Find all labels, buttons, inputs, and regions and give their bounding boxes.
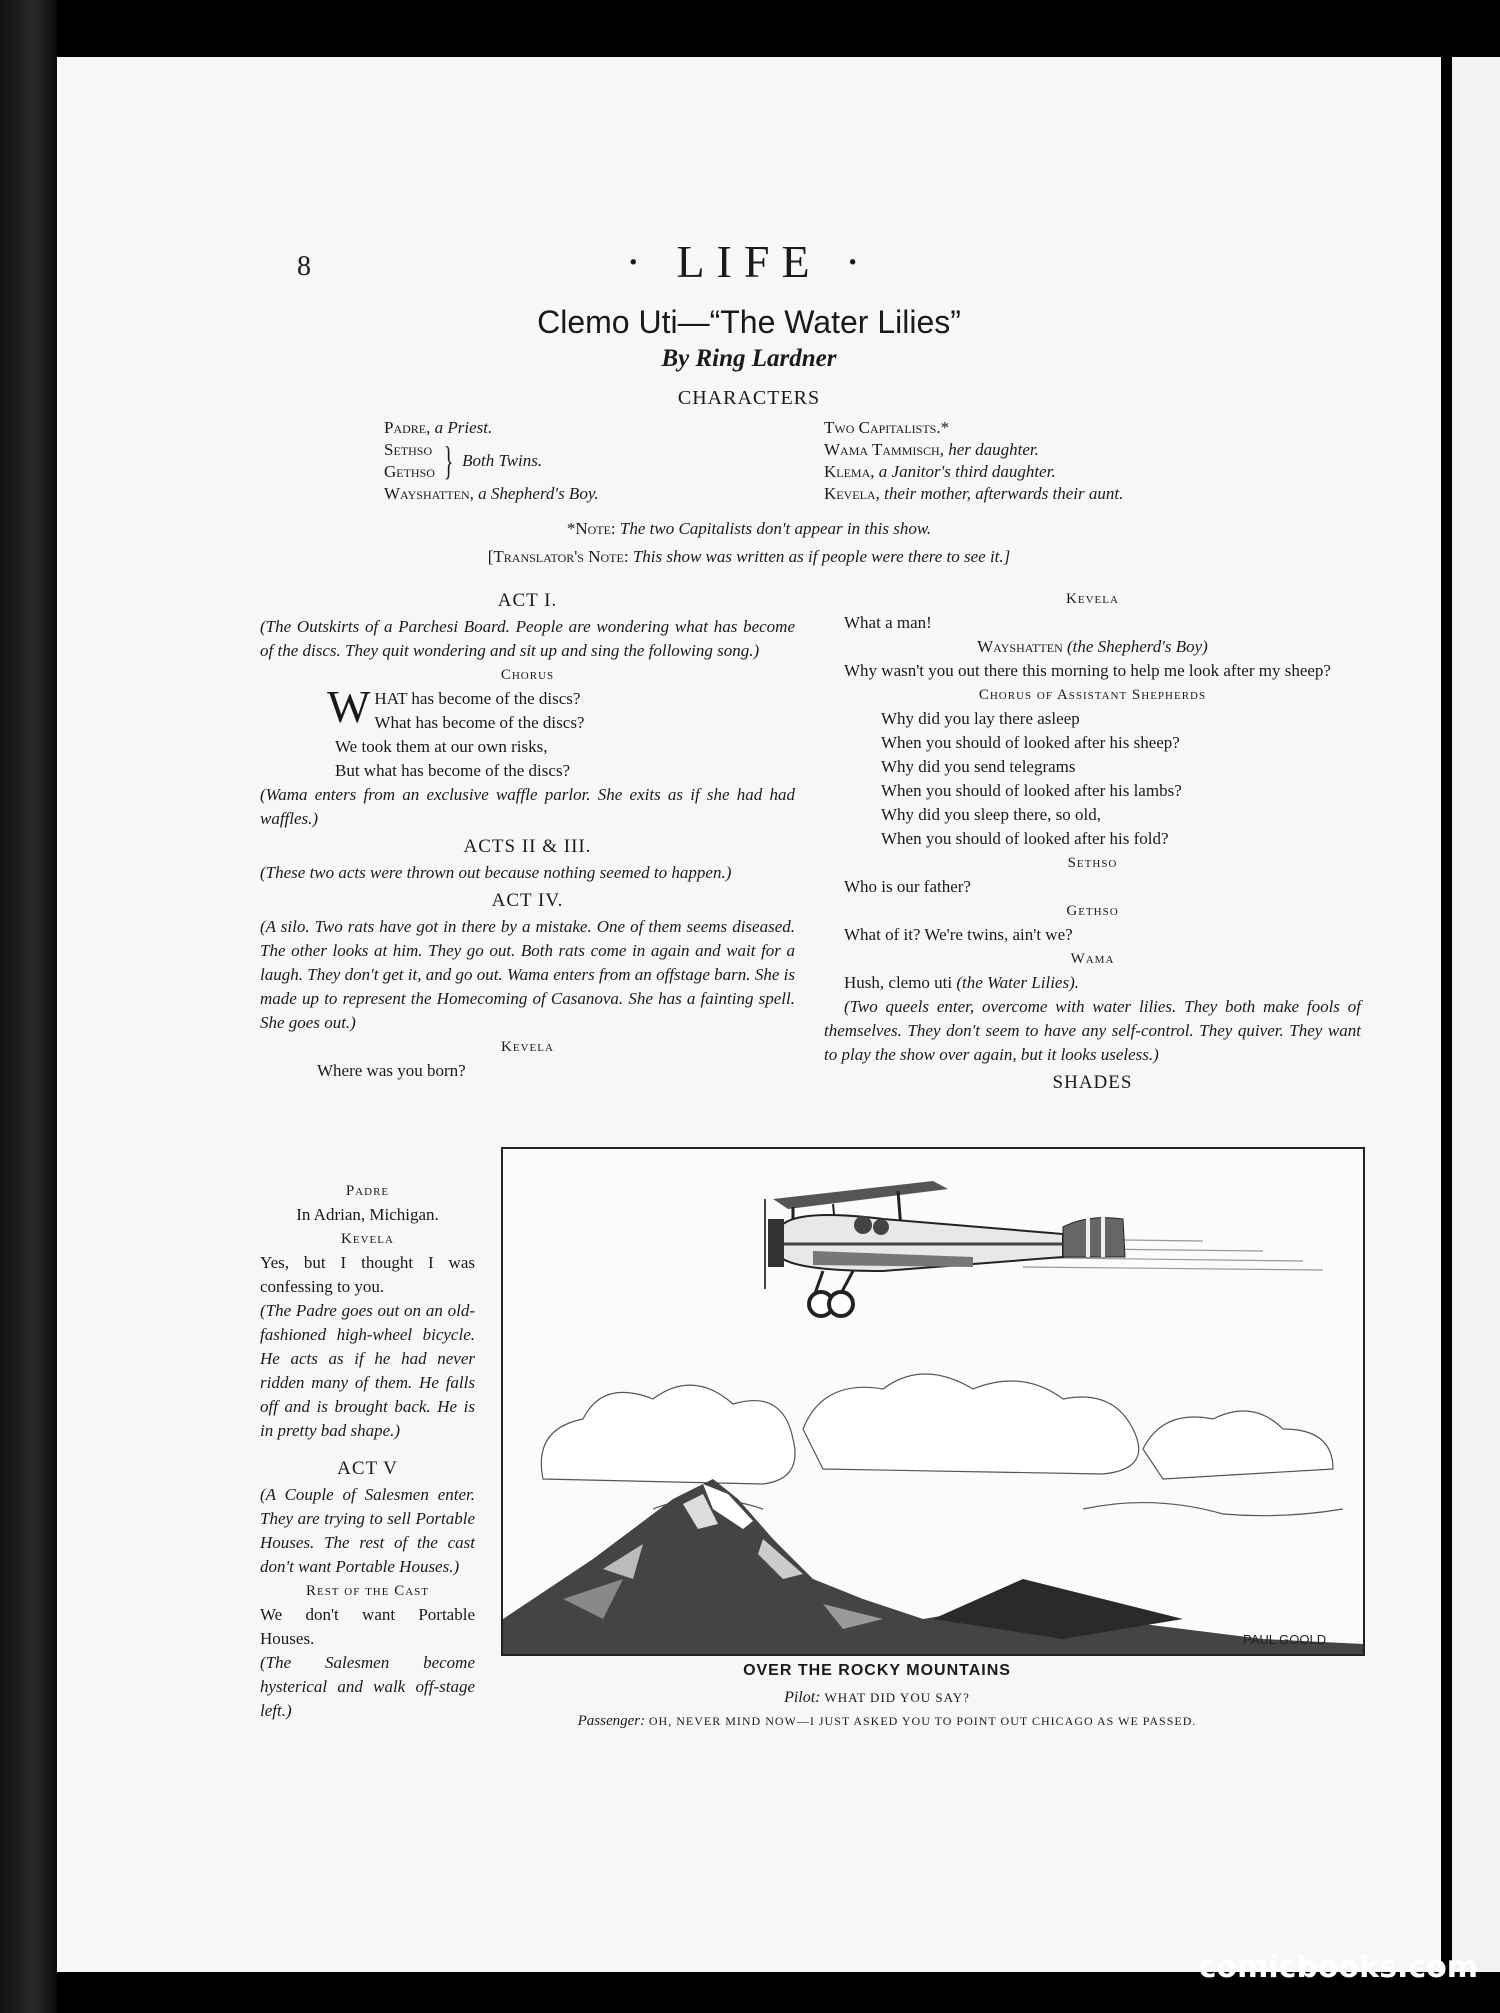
cast-name: Kevela, [824,484,880,503]
cast-name: Gethso [384,462,435,481]
cartoon-passenger-line [447,1713,1327,1730]
dialogue: Yes, but I thought I was confessing to you. [260,1253,475,1296]
dialogue-text: Hush, clemo uti [844,973,953,992]
cast-wama [824,439,1304,461]
scan-border-left [0,0,57,2013]
stage-direction: (The Padre goes out on an old-fashioned high-wheel bicycle. He acts as if he had never ridden many of them. He falls off and is brought back. He is in pretty bad shape.) [260,1301,475,1440]
verse-line: When you should of looked after his lambs? [881,781,1182,800]
magazine-page [57,57,1441,1972]
note-text: The two Capitalists don't appear in this show. [619,519,932,538]
artist-signature: PAUL GOOLD [1243,1632,1327,1647]
twin-names [384,439,435,483]
cast-klema [824,461,1304,483]
speaker: Kevela [501,1039,554,1055]
cartoon-title: OVER THE ROCKY MOUNTAINS [743,1662,1011,1679]
verse-line: HAT has become of the discs? [374,689,581,708]
dialogue: What a man! [844,613,932,632]
caption-label: Passenger: [577,1713,646,1729]
note-text: This show was written as if people were there to see it.] [632,547,1011,566]
note-label: *Note: [566,519,616,538]
page-number: 8 [297,251,311,282]
cast-name: Klema, [824,462,875,481]
act-heading: ACT V [337,1458,398,1479]
biplane [765,1181,1125,1316]
act-heading: SHADES [1052,1072,1133,1093]
brace-glyph: } [443,438,454,483]
cast-desc: a Janitor's third daughter. [878,462,1056,481]
cast-desc: Both Twins. [462,451,543,470]
cast-kevela [824,483,1304,505]
cast-padre [384,417,824,439]
stage-direction: (The Outskirts of a Parchesi Board. People are wondering what has become of the discs. They quit wondering and sit up and sing the following song.) [260,617,795,660]
cast-name: Sethso [384,440,433,459]
verse-line: We took them at our own risks, [335,737,548,756]
cast-list-left [384,417,824,505]
cartoon-pilot-line [447,1689,1307,1707]
cast-desc: a Shepherd's Boy. [478,484,599,503]
dialogue: We don't want Portable Houses. [260,1605,475,1648]
cast-wayshatten [384,483,824,505]
speaker-desc: (the Shepherd's Boy) [1067,637,1208,656]
speaker: Chorus [500,667,555,683]
verse-line: But what has become of the discs? [335,761,571,780]
stage-direction: (A silo. Two rats have got in there by a mistake. One of them seems diseased. The other looks at him. They go out. Both rats come in again and wait for a laugh. They don't get it, and go out. Wama enters from an offstage barn. She is made up to represent the Homecoming of Casanova. She has a fainting spell. She goes out.) [260,917,795,1032]
act-heading: ACT IV. [491,890,564,911]
verse-line: When you should of looked after his fold? [881,829,1169,848]
article-title: Clemo Uti—“The Water Lilies” [537,304,961,340]
cast-desc: their mother, afterwards their aunt. [884,484,1124,503]
capitalists-note [57,519,1441,539]
speaker: Chorus of Assistant Shepherds [978,687,1207,703]
clouds [541,1374,1343,1516]
speaker-line [824,635,1361,659]
speaker: Wama [1070,951,1115,967]
cast-capitalists: Two Capitalists.* [824,418,950,437]
cast-name: Wama Tammisch, [824,440,944,459]
act-heading: ACTS II & III. [463,836,592,857]
caption-label: Pilot: [784,1689,821,1706]
drop-cap: W [327,681,371,732]
stage-direction: (Two queels enter, overcome with water lilies. They both make fools of themselves. They don't seem to have any self-control. They quiver. They want to play the show over again, but it looks useless.) [824,997,1361,1064]
verse-line: Why did you sleep there, so old, [881,805,1102,824]
dialogue: What of it? We're twins, ain't we? [844,925,1073,944]
characters-heading: CHARACTERS [677,387,821,409]
note-label: [Translator's Note: [487,547,629,566]
speaker: Padre [345,1183,390,1199]
cast-name: Wayshatten, [384,484,474,503]
stage-direction: (Wama enters from an exclusive waffle parlor. She exits as if she had had waffles.) [260,785,795,828]
verse-line: What has become of the discs? [374,713,585,732]
act-heading: ACT I. [497,590,558,611]
site-watermark: comicbooks.com [1198,1950,1478,1985]
column-right [824,587,1361,1097]
cast-twins [384,439,824,483]
stage-direction: (These two acts were thrown out because nothing seemed to happen.) [260,863,732,882]
speaker: Wayshatten [977,637,1063,656]
next-page-edge [1452,57,1500,1972]
illustration-drawing [503,1149,1363,1654]
verse-line: Why did you send telegrams [881,757,1076,776]
speaker: Rest of the Cast [305,1583,430,1599]
dialogue-aside: (the Water Lilies). [956,973,1080,992]
dialogue [824,971,1361,995]
stage-direction: (A Couple of Salesmen enter. They are trying to sell Portable Houses. The rest of the cast don't want Portable Houses.) [260,1485,475,1576]
speaker: Sethso [1067,855,1118,871]
column-left-narrow [260,1179,475,1723]
masthead: · LIFE · [625,236,873,287]
verse-line: Why did you lay there asleep [881,709,1080,728]
byline: By Ring Lardner [661,345,837,372]
song-verse [824,707,1361,851]
cast-desc: a Priest. [434,418,493,437]
speaker: Kevela [1066,591,1119,607]
cast-desc: her daughter. [948,440,1039,459]
mountains [503,1479,1363,1654]
stage-direction: (The Salesmen become hysterical and walk off-stage left.) [260,1653,475,1720]
speaker: Gethso [1066,903,1119,919]
speaker: Kevela [341,1231,394,1247]
illustration-biplane-mountains [501,1147,1365,1656]
caption-text: WHAT DID YOU SAY? [824,1690,970,1705]
song-verse [260,681,795,783]
caption-text: OH, NEVER MIND NOW—I JUST ASKED YOU TO POINT OUT CHICAGO AS WE PASSED. [648,1714,1197,1728]
dialogue: Why wasn't you out there this morning to help me look after my sheep? [844,661,1331,680]
dialogue: Where was you born? [317,1061,466,1080]
column-left [260,585,795,1083]
translators-note [57,547,1441,567]
cast-name: Padre, [384,418,431,437]
dialogue: Who is our father? [844,877,971,896]
verse-line: When you should of looked after his sheep? [881,733,1180,752]
cast-list-right [824,417,1304,505]
dialogue: In Adrian, Michigan. [296,1205,439,1224]
